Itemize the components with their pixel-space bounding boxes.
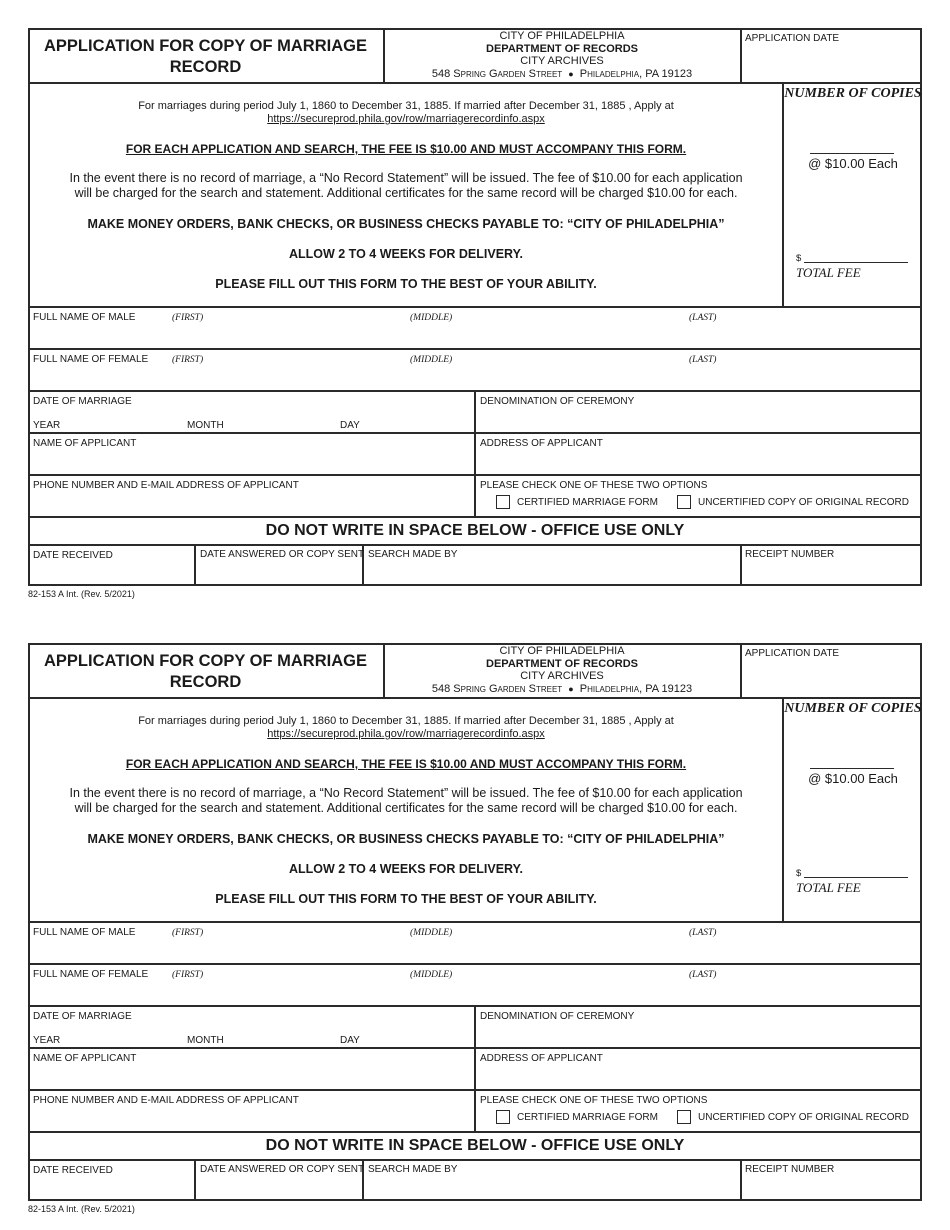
date-received-label: DATE RECEIVED	[33, 550, 113, 561]
archive-link[interactable]: https://secureprod.phila.gov/row/marriagerecordinfo.aspx	[267, 728, 545, 740]
applicant-address-label: ADDRESS OF APPLICANT	[480, 1053, 603, 1064]
city-name: CITY OF PHILADELPHIA	[499, 645, 625, 657]
office-use-label: DO NOT WRITE IN SPACE BELOW - OFFICE USE ONLY	[265, 1137, 685, 1154]
copies-entry-line[interactable]	[810, 153, 894, 154]
fill-notice: PLEASE FILL OUT THIS FORM TO THE BEST OF YOUR ABILITY.	[215, 892, 597, 906]
copies-divider	[782, 699, 784, 921]
office-divider-3	[740, 1161, 742, 1199]
female-name-label: FULL NAME OF FEMALE	[33, 354, 149, 365]
female-middle-label: (MIDDLE)	[410, 970, 453, 980]
office-divider-3	[740, 546, 742, 584]
office-use-label: DO NOT WRITE IN SPACE BELOW - OFFICE USE ONLY	[265, 522, 685, 539]
female-last-label: (LAST)	[689, 355, 717, 365]
agency-block	[384, 645, 740, 695]
certified-option-label: CERTIFIED MARRIAGE FORM	[517, 497, 658, 508]
search-made-label: SEARCH MADE BY	[368, 549, 458, 560]
total-fee-label: TOTAL FEE	[796, 880, 861, 895]
male-first-label: (FIRST)	[172, 313, 204, 323]
address-street: 548 Spring Garden Street	[431, 682, 563, 695]
month-label: MONTH	[187, 1035, 224, 1046]
female-name-field[interactable]	[28, 348, 922, 392]
date-of-marriage-label: DATE OF MARRIAGE	[33, 1011, 132, 1022]
address-city: Philadelphia, PA 19123	[579, 682, 693, 695]
period-text: For marriages during period July 1, 1860 to December 31, 1885. If married after December 31, 1885 , Apply at	[138, 100, 674, 112]
uncertified-option-label: UNCERTIFIED COPY OF ORIGINAL RECORD	[698, 497, 909, 508]
applicant-address-label: ADDRESS OF APPLICANT	[480, 438, 603, 449]
male-name-field[interactable]	[28, 921, 922, 965]
options-label: PLEASE CHECK ONE OF THESE TWO OPTIONS	[480, 480, 708, 491]
male-name-field[interactable]	[28, 306, 922, 350]
uncertified-option-label: UNCERTIFIED COPY OF ORIGINAL RECORD	[698, 1112, 909, 1123]
uncertified-checkbox[interactable]	[677, 1110, 691, 1124]
address-city: Philadelphia, PA 19123	[579, 67, 693, 80]
address-bullet: ●	[568, 68, 574, 79]
city-name: CITY OF PHILADELPHIA	[499, 30, 625, 42]
payable-notice: MAKE MONEY ORDERS, BANK CHECKS, OR BUSINESS CHECKS PAYABLE TO: “CITY OF PHILADELPHIA”	[87, 217, 725, 231]
copies-divider	[782, 84, 784, 306]
number-of-copies-label: NUMBER OF COPIES	[784, 701, 922, 716]
no-record-text: In the event there is no record of marriage, a “No Record Statement” will be issued. The fee of $10.00 for each application will be charged for the search and statement. Additional certificates for the same record will be charged $10.00 for each.	[69, 786, 743, 815]
total-fee-label: TOTAL FEE	[796, 265, 861, 280]
receipt-number-label: RECEIPT NUMBER	[745, 549, 835, 560]
total-fee-line[interactable]	[804, 262, 908, 263]
application-date-label: APPLICATION DATE	[745, 648, 840, 659]
archives-name: CITY ARCHIVES	[520, 55, 604, 67]
address-bullet: ●	[568, 683, 574, 694]
denomination-label: DENOMINATION OF CEREMONY	[480, 396, 635, 407]
address-street: 548 Spring Garden Street	[431, 67, 563, 80]
denomination-label: DENOMINATION OF CEREMONY	[480, 1011, 635, 1022]
date-of-marriage-label: DATE OF MARRIAGE	[33, 396, 132, 407]
delivery-notice: ALLOW 2 TO 4 WEEKS FOR DELIVERY.	[288, 247, 524, 261]
agency-address	[384, 683, 740, 696]
certified-checkbox[interactable]	[496, 495, 510, 509]
total-fee-line[interactable]	[804, 877, 908, 878]
male-first-label: (FIRST)	[172, 928, 204, 938]
agency-block	[384, 30, 740, 80]
year-label: YEAR	[33, 1035, 61, 1046]
female-first-label: (FIRST)	[172, 970, 204, 980]
application-form-2	[28, 643, 922, 1214]
fill-notice: PLEASE FILL OUT THIS FORM TO THE BEST OF YOUR ABILITY.	[215, 277, 597, 291]
number-of-copies-label: NUMBER OF COPIES	[784, 86, 922, 101]
uncertified-checkbox[interactable]	[677, 495, 691, 509]
month-label: MONTH	[187, 420, 224, 431]
form-title: APPLICATION FOR COPY OF MARRIAGE RECORD	[44, 652, 367, 691]
delivery-notice: ALLOW 2 TO 4 WEEKS FOR DELIVERY.	[288, 862, 524, 876]
dollar-sign: $	[796, 253, 802, 264]
archives-name: CITY ARCHIVES	[520, 670, 604, 682]
date-answered-label: DATE ANSWERED OR COPY SENT	[200, 549, 365, 560]
copies-entry-line[interactable]	[810, 768, 894, 769]
female-last-label: (LAST)	[689, 970, 717, 980]
male-name-label: FULL NAME OF MALE	[33, 312, 136, 323]
day-label: DAY	[340, 1035, 360, 1046]
no-record-text: In the event there is no record of marriage, a “No Record Statement” will be issued. The fee of $10.00 for each application will be charged for the search and statement. Additional certificates for the same record will be charged $10.00 for each.	[69, 171, 743, 200]
period-text: For marriages during period July 1, 1860 to December 31, 1885. If married after December 31, 1885 , Apply at	[138, 715, 674, 727]
phone-email-label: PHONE NUMBER AND E-MAIL ADDRESS OF APPLICANT	[33, 480, 299, 491]
payable-notice: MAKE MONEY ORDERS, BANK CHECKS, OR BUSINESS CHECKS PAYABLE TO: “CITY OF PHILADELPHIA”	[87, 832, 725, 846]
application-date-label: APPLICATION DATE	[745, 33, 840, 44]
application-form-1	[28, 28, 922, 599]
receipt-number-label: RECEIPT NUMBER	[745, 1164, 835, 1175]
male-last-label: (LAST)	[689, 313, 717, 323]
search-made-label: SEARCH MADE BY	[368, 1164, 458, 1175]
applicant-name-label: NAME OF APPLICANT	[33, 438, 137, 449]
female-middle-label: (MIDDLE)	[410, 355, 453, 365]
date-received-label: DATE RECEIVED	[33, 1165, 113, 1176]
dollar-sign: $	[796, 868, 802, 879]
certified-checkbox[interactable]	[496, 1110, 510, 1124]
department-name: DEPARTMENT OF RECORDS	[486, 42, 638, 55]
fee-notice: FOR EACH APPLICATION AND SEARCH, THE FEE IS $10.00 AND MUST ACCOMPANY THIS FORM.	[125, 142, 687, 156]
male-last-label: (LAST)	[689, 928, 717, 938]
fee-notice: FOR EACH APPLICATION AND SEARCH, THE FEE IS $10.00 AND MUST ACCOMPANY THIS FORM.	[125, 757, 687, 771]
phone-email-label: PHONE NUMBER AND E-MAIL ADDRESS OF APPLICANT	[33, 1095, 299, 1106]
form-code: 82-153 A Int. (Rev. 5/2021)	[28, 1204, 135, 1214]
certified-option-label: CERTIFIED MARRIAGE FORM	[517, 1112, 658, 1123]
female-first-label: (FIRST)	[172, 355, 204, 365]
male-middle-label: (MIDDLE)	[410, 928, 453, 938]
form-title: APPLICATION FOR COPY OF MARRIAGE RECORD	[44, 37, 367, 76]
male-middle-label: (MIDDLE)	[410, 313, 453, 323]
applicant-name-label: NAME OF APPLICANT	[33, 1053, 137, 1064]
date-answered-label: DATE ANSWERED OR COPY SENT	[200, 1164, 365, 1175]
office-divider-1	[194, 1161, 196, 1199]
female-name-field[interactable]	[28, 963, 922, 1007]
female-name-label: FULL NAME OF FEMALE	[33, 969, 149, 980]
agency-address	[384, 68, 740, 81]
price-each-label: @ $10.00 Each	[808, 771, 898, 786]
archive-link[interactable]: https://secureprod.phila.gov/row/marriagerecordinfo.aspx	[267, 113, 545, 125]
day-label: DAY	[340, 420, 360, 431]
price-each-label: @ $10.00 Each	[808, 156, 898, 171]
department-name: DEPARTMENT OF RECORDS	[486, 657, 638, 670]
office-divider-1	[194, 546, 196, 584]
male-name-label: FULL NAME OF MALE	[33, 927, 136, 938]
form-code: 82-153 A Int. (Rev. 5/2021)	[28, 589, 135, 599]
year-label: YEAR	[33, 420, 61, 431]
options-label: PLEASE CHECK ONE OF THESE TWO OPTIONS	[480, 1095, 708, 1106]
